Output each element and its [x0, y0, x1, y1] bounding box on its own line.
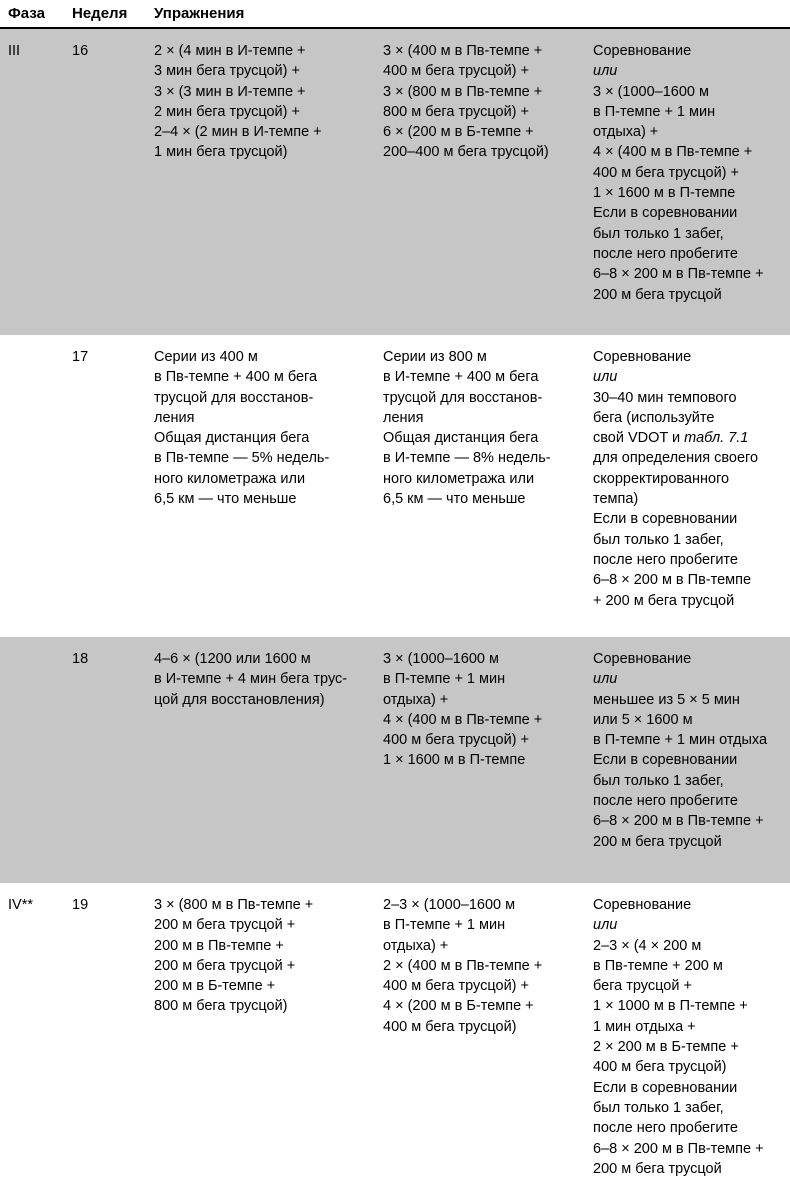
exercise-line: в И-темпе — 8% недель-	[383, 450, 551, 467]
exercises-cell-2	[383, 895, 593, 1199]
exercise-line: в П-темпе + 1 мин	[383, 671, 506, 688]
phase-cell: III	[8, 43, 21, 59]
exercise-line: в Пв-темпе + 400 м бега	[154, 369, 318, 386]
exercise-line: 2–3 × (4 × 200 м	[593, 937, 702, 954]
exercise-line: отдыха) +	[593, 124, 659, 141]
exercise-line: после него пробегите	[593, 793, 738, 810]
exercise-line: ления	[383, 409, 424, 426]
exercise-line: Соревнование	[593, 43, 692, 59]
table-row	[0, 883, 790, 1199]
exercise-line: ного километража или	[383, 470, 535, 487]
exercise-line: после него пробегите	[593, 551, 738, 568]
exercise-line: 1 × 1000 м в П-темпе +	[593, 998, 748, 1015]
exercise-line: 4 × (400 м в Пв-темпе +	[383, 711, 543, 728]
exercise-line: для определения своего	[593, 450, 759, 467]
exercises-cell-3	[593, 649, 790, 883]
table-body	[0, 29, 790, 1199]
exercises-cell-3	[593, 347, 790, 637]
exercise-line: меньшее из 5 × 5 мин	[593, 691, 740, 708]
exercise-line: скорректированного	[593, 470, 730, 487]
exercise-line: 2–4 × (2 мин в И-темпе +	[154, 124, 322, 141]
exercise-line: 6–8 × 200 м в Пв-темпе +	[593, 1140, 764, 1157]
table-row	[0, 335, 790, 637]
exercise-line: 200 м бега трусцой	[593, 833, 722, 850]
exercise-line: 6–8 × 200 м в Пв-темпе	[593, 572, 752, 589]
header-exercises: Упражнения	[154, 5, 245, 22]
exercise-line: Соревнование	[593, 349, 692, 365]
exercise-line: 400 м бега трусцой) +	[593, 164, 739, 181]
exercise-line: 200–400 м бега трусцой)	[383, 144, 549, 161]
exercise-line: в Пв-темпе + 200 м	[593, 957, 723, 974]
exercises-cell-2	[383, 41, 593, 335]
exercise-line: трусцой для восстанов-	[383, 389, 543, 406]
exercise-line: 400 м бега трусцой)	[593, 1059, 727, 1076]
exercise-line: Если в соревновании	[593, 752, 738, 769]
exercise-line: 200 м бега трусцой	[593, 286, 722, 303]
exercise-line: был только 1 забег,	[593, 772, 724, 789]
week-cell: 18	[72, 651, 89, 667]
exercise-line: 4–6 × (1200 или 1600 м	[154, 651, 311, 667]
exercise-line: в П-темпе + 1 мин	[383, 917, 506, 934]
exercise-line: 200 м бега трусцой	[593, 1160, 722, 1177]
exercise-line: 1 мин бега трусцой)	[154, 144, 288, 161]
exercise-line: Соревнование	[593, 651, 692, 667]
exercises-cell-1	[154, 895, 383, 1199]
week-cell: 19	[72, 897, 89, 913]
exercise-line: 6,5 км — что меньше	[154, 491, 297, 508]
exercise-line: 3 × (800 м в Пв-темпе +	[383, 83, 543, 100]
exercise-line: в И-темпе + 400 м бега	[383, 369, 539, 386]
exercise-line: Если в соревновании	[593, 511, 738, 528]
exercise-line: 400 м бега трусцой)	[383, 1018, 517, 1035]
phase-cell: IV**	[8, 897, 33, 913]
exercise-line: отдыха) +	[383, 691, 449, 708]
exercise-line: 2–3 × (1000–1600 м	[383, 897, 516, 913]
exercises-cell-1	[154, 41, 383, 335]
phase-cell	[0, 649, 72, 883]
exercise-line: бега трусцой +	[593, 978, 692, 995]
exercise-line: 400 м бега трусцой) +	[383, 978, 529, 995]
exercise-line: 6 × (200 м в Б-темпе +	[383, 124, 534, 141]
exercise-line: или	[593, 63, 618, 80]
exercise-line: ного километража или	[154, 470, 306, 487]
exercise-line: 2 × 200 м в Б-темпе +	[593, 1039, 739, 1056]
exercises-cell-3	[593, 895, 790, 1199]
exercise-line: был только 1 забег,	[593, 531, 724, 548]
table-header	[0, 0, 790, 29]
exercise-line: 3 × (1000–1600 м	[593, 83, 709, 100]
exercises-cell-2	[383, 649, 593, 883]
week-cell: 17	[72, 349, 89, 365]
exercise-line: в Пв-темпе — 5% недель-	[154, 450, 330, 467]
week-cell: 16	[72, 43, 89, 59]
exercise-line: 2 × (4 мин в И-темпе +	[154, 43, 306, 59]
exercise-line: Если в соревновании	[593, 205, 738, 222]
exercise-line: Общая дистанция бега	[154, 430, 310, 447]
exercise-line: в П-темпе + 1 мин	[593, 103, 716, 120]
exercise-line: после него пробегите	[593, 1120, 738, 1137]
header-week: Неделя	[72, 5, 128, 22]
exercise-line: + 200 м бега трусцой	[593, 592, 735, 609]
exercise-line: 1 мин отдыха +	[593, 1018, 696, 1035]
exercise-line: Общая дистанция бега	[383, 430, 539, 447]
exercise-line: 3 мин бега трусцой) +	[154, 63, 300, 80]
table-row	[0, 29, 790, 335]
table-row	[0, 637, 790, 883]
exercise-line: был только 1 забег,	[593, 1099, 724, 1116]
exercise-line: 2 × (400 м в Пв-темпе +	[383, 957, 543, 974]
exercise-line: 4 × (200 м в Б-темпе +	[383, 998, 534, 1015]
exercises-cell-1	[154, 649, 383, 883]
exercise-line: 200 м бега трусцой +	[154, 917, 296, 934]
exercise-line: или	[593, 671, 618, 688]
exercise-line: или 5 × 1600 м	[593, 711, 693, 728]
exercise-line: 400 м бега трусцой) +	[383, 732, 529, 749]
phase-cell	[0, 347, 72, 637]
exercise-line: 6–8 × 200 м в Пв-темпе +	[593, 266, 764, 283]
exercises-cell-1	[154, 347, 383, 637]
exercise-line: трусцой для восстанов-	[154, 389, 314, 406]
exercise-line: был только 1 забег,	[593, 225, 724, 242]
exercises-cell-3	[593, 41, 790, 335]
exercise-line: свой VDOT и табл. 7.1	[593, 430, 749, 447]
exercise-line: 200 м в Пв-темпе +	[154, 937, 284, 954]
exercise-line: 1 × 1600 м в П-темпе	[383, 752, 526, 769]
exercise-line: Если в соревновании	[593, 1079, 738, 1096]
exercise-line: 800 м бега трусцой) +	[383, 103, 529, 120]
exercise-line: 4 × (400 м в Пв-темпе +	[593, 144, 753, 161]
exercise-line: 800 м бега трусцой)	[154, 998, 288, 1015]
exercise-line: 3 × (3 мин в И-темпе +	[154, 83, 306, 100]
exercise-line: 3 × (400 м в Пв-темпе +	[383, 43, 543, 59]
exercise-line: 6,5 км — что меньше	[383, 491, 526, 508]
exercises-cell-2	[383, 347, 593, 637]
exercise-line: 2 мин бега трусцой) +	[154, 103, 300, 120]
header-phase: Фаза	[8, 5, 45, 22]
exercise-line: в П-темпе + 1 мин отдыха	[593, 732, 768, 749]
exercise-line: Серии из 800 м	[383, 349, 487, 365]
exercise-line: 200 м бега трусцой +	[154, 957, 296, 974]
exercise-line: темпа)	[593, 491, 639, 508]
exercise-line: отдыха) +	[383, 937, 449, 954]
exercise-line: 1 × 1600 м в П-темпе	[593, 185, 736, 202]
exercise-line: или	[593, 369, 618, 386]
exercise-line: или	[593, 917, 618, 934]
exercise-line: 3 × (1000–1600 м	[383, 651, 499, 667]
exercise-line: 30–40 мин темпового	[593, 389, 737, 406]
exercise-line: 200 м в Б-темпе +	[154, 978, 276, 995]
exercise-line: бега (используйте	[593, 409, 715, 426]
exercise-line: цой для восстановления)	[154, 691, 325, 708]
exercise-line: 400 м бега трусцой) +	[383, 63, 529, 80]
exercise-line: Серии из 400 м	[154, 349, 258, 365]
exercise-line: ления	[154, 409, 195, 426]
exercise-line: после него пробегите	[593, 245, 738, 262]
exercise-line: в И-темпе + 4 мин бега трус-	[154, 671, 348, 688]
exercise-line: 6–8 × 200 м в Пв-темпе +	[593, 813, 764, 830]
exercise-line: Соревнование	[593, 897, 692, 913]
exercise-line: 3 × (800 м в Пв-темпе +	[154, 897, 314, 913]
